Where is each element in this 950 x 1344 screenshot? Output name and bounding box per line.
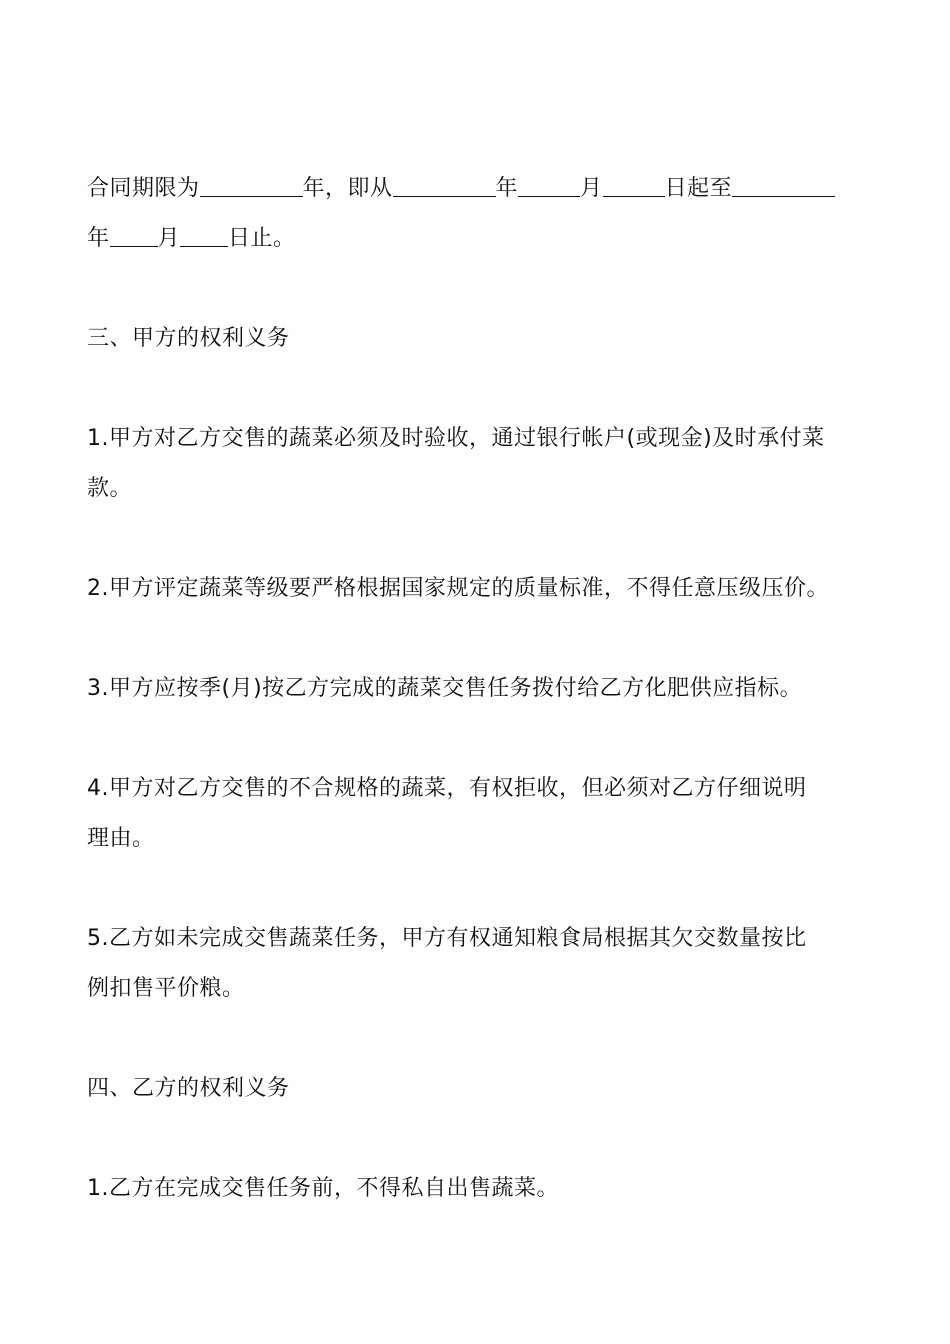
term-text-1: 合同期限为 (87, 176, 200, 201)
end-day-blank (180, 218, 228, 247)
party-a-item-1-line-2: 款。 (87, 476, 133, 501)
section-heading-party-a: 三、甲方的权利义务 (87, 326, 290, 351)
term-text-7: 月 (157, 226, 181, 251)
term-text-4: 月 (580, 176, 603, 201)
contract-term-line-2 (87, 214, 867, 264)
term-text-5: 日起至 (664, 176, 733, 201)
contract-term-line-1 (87, 164, 867, 214)
party-a-item-3: 3.甲方应按季(月)按乙方完成的蔬菜交售任务拨付给乙方化肥供应指标。 (87, 676, 803, 701)
party-b-item-1: 1.乙方在完成交售任务前，不得私自出售蔬菜。 (87, 1176, 559, 1201)
start-year-blank (393, 168, 496, 197)
term-text-6: 年 (87, 226, 110, 251)
start-day-blank (603, 168, 665, 197)
term-text-8: 日止。 (228, 226, 296, 251)
party-a-item-5-line-2: 例扣售平价粮。 (87, 976, 245, 1001)
section-heading-party-b: 四、乙方的权利义务 (87, 1076, 290, 1101)
party-a-item-4-line-1: 4.甲方对乙方交售的不合规格的蔬菜，有权拒收，但必须对乙方仔细说明 (87, 776, 807, 801)
term-text-3: 年 (495, 176, 519, 201)
party-a-item-5-line-1: 5.乙方如未完成交售蔬菜任务，甲方有权通知粮食局根据其欠交数量按比 (87, 926, 807, 951)
party-a-item-2: 2.甲方评定蔬菜等级要严格根据国家规定的质量标准，不得任意压级压价。 (87, 576, 829, 601)
end-month-blank (110, 218, 158, 247)
term-text-2: 年，即从 (302, 176, 393, 201)
document-body (87, 164, 867, 1214)
party-a-item-4-line-2: 理由。 (87, 826, 155, 851)
end-year-blank (732, 168, 835, 197)
start-month-blank (518, 168, 580, 197)
party-a-item-1-line-1: 1.甲方对乙方交售的蔬菜必须及时验收，通过银行帐户(或现金)及时承付菜 (87, 426, 825, 451)
term-years-blank (200, 168, 303, 197)
